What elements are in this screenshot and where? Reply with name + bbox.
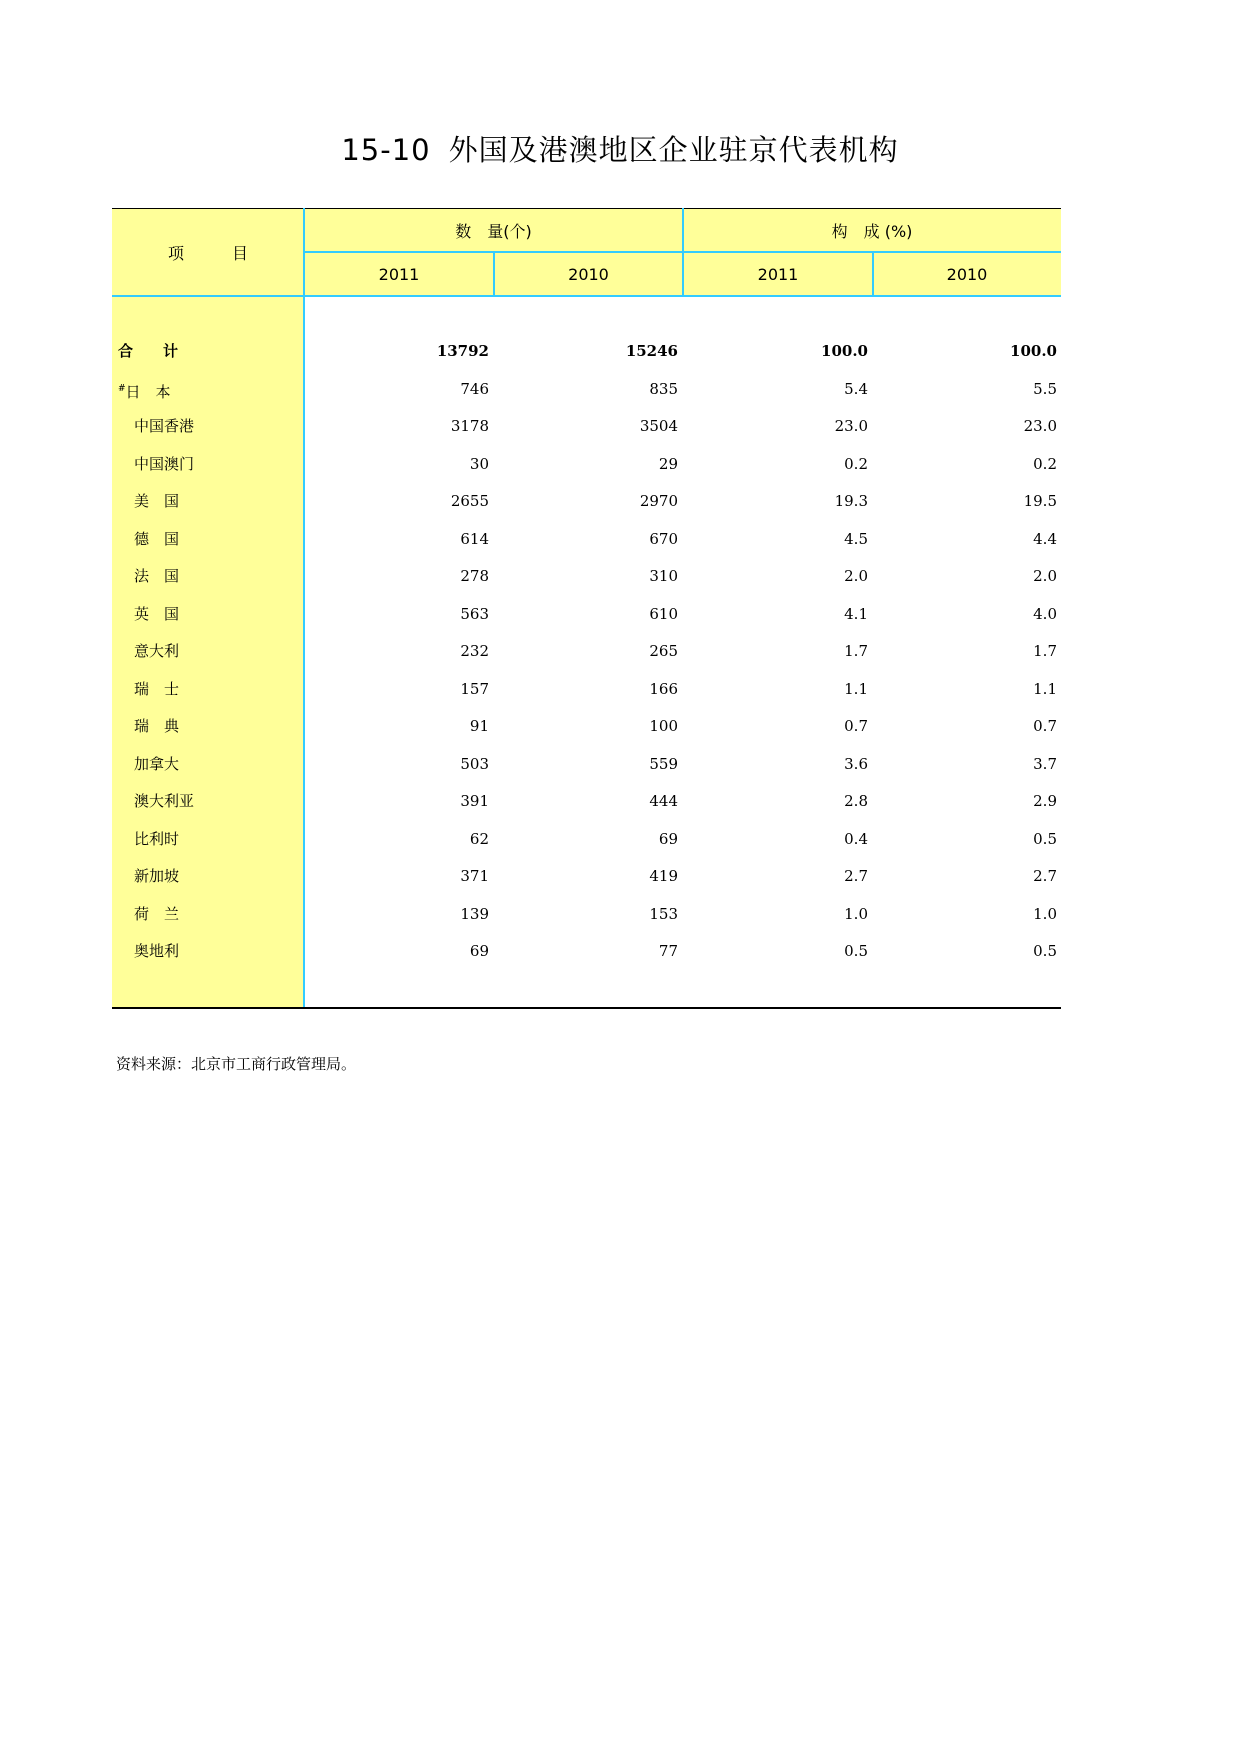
- source-note: 资料来源：北京市工商行政管理局。: [116, 1055, 357, 1073]
- table-row: [112, 858, 1061, 896]
- cell-value: 610: [649, 604, 678, 623]
- cell-value: 23.0: [1023, 417, 1057, 435]
- row-label: 比利时: [134, 829, 180, 848]
- cell-value: 746: [460, 379, 489, 398]
- cell-value: 30: [469, 454, 489, 473]
- table-body: [112, 333, 1061, 971]
- cell-value: 835: [649, 379, 678, 398]
- cell-value: 0.4: [844, 829, 868, 848]
- row-label: 瑞 士: [134, 679, 180, 698]
- table-row-total: [112, 333, 1061, 371]
- cell-value: 100: [649, 717, 678, 735]
- cell-value: 100.0: [1010, 342, 1057, 360]
- cell-value: 69: [658, 829, 678, 848]
- cell-value: 77: [658, 942, 678, 960]
- row-label: [118, 371, 171, 412]
- cell-value: 1.0: [844, 904, 868, 923]
- cell-value: 4.0: [1033, 604, 1057, 623]
- cell-value: 391: [460, 792, 489, 810]
- row-label: 意大利: [134, 642, 180, 660]
- table-row: [112, 746, 1061, 784]
- cell-value: 100.0: [821, 342, 868, 360]
- cell-value: 2.9: [1033, 792, 1057, 810]
- cell-value: 69: [469, 942, 489, 960]
- row-label: 新加坡: [134, 867, 180, 885]
- cell-value: 3504: [639, 417, 678, 435]
- cell-value: 371: [460, 867, 489, 885]
- cell-value: 1.7: [844, 642, 868, 660]
- table-row: [112, 558, 1061, 596]
- table-row: [112, 671, 1061, 709]
- row-label: 合 计: [118, 342, 179, 360]
- cell-value: 1.1: [844, 679, 868, 698]
- cell-value: 19.3: [834, 492, 868, 510]
- cell-value: 559: [649, 754, 678, 773]
- row-label: 中国澳门: [134, 454, 195, 473]
- row-label: 德 国: [134, 529, 180, 548]
- header-year: 2010: [568, 264, 609, 284]
- cell-value: 4.1: [844, 604, 868, 623]
- statistics-table: [112, 208, 1061, 1009]
- header-item: 项 目: [167, 243, 248, 263]
- row-label: 中国香港: [134, 417, 195, 435]
- cell-value: 3.7: [1033, 754, 1057, 773]
- cell-value: 5.4: [844, 379, 868, 398]
- cell-value: 1.7: [1033, 642, 1057, 660]
- cell-value: 2.8: [844, 792, 868, 810]
- cell-value: 2.0: [1033, 567, 1057, 585]
- cell-value: 4.5: [844, 529, 868, 548]
- cell-value: 2.7: [1033, 867, 1057, 885]
- cell-value: 0.7: [1033, 717, 1057, 735]
- table-row: [112, 521, 1061, 559]
- cell-value: 670: [649, 529, 678, 548]
- cell-value: 19.5: [1023, 492, 1057, 510]
- cell-value: 2970: [639, 492, 678, 510]
- cell-value: 0.5: [1033, 942, 1057, 960]
- table-row: [112, 821, 1061, 859]
- cell-value: 0.2: [1033, 454, 1057, 473]
- cell-value: 62: [469, 829, 489, 848]
- row-label: 荷 兰: [134, 904, 180, 923]
- cell-value: 2.0: [844, 567, 868, 585]
- cell-value: 2.7: [844, 867, 868, 885]
- cell-value: 23.0: [834, 417, 868, 435]
- cell-value: 0.2: [844, 454, 868, 473]
- table-title: 外国及港澳地区企业驻京代表机构: [448, 133, 899, 167]
- cell-value: 232: [460, 642, 489, 660]
- cell-value: 0.5: [1033, 829, 1057, 848]
- cell-value: 265: [649, 642, 678, 660]
- cell-value: 1.1: [1033, 679, 1057, 698]
- cell-value: 13792: [436, 342, 489, 360]
- row-label: 法 国: [134, 567, 180, 585]
- cell-value: 278: [460, 567, 489, 585]
- cell-value: 91: [469, 717, 489, 735]
- header-count-group: 数 量(个): [455, 221, 532, 241]
- table-row: [112, 408, 1061, 446]
- row-label: 英 国: [134, 604, 180, 623]
- cell-value: 166: [649, 679, 678, 698]
- header-share-group: 构 成 (%): [831, 221, 913, 241]
- cell-value: 15246: [625, 342, 678, 360]
- cell-value: 503: [460, 754, 489, 773]
- row-label: 美 国: [134, 492, 180, 510]
- cell-value: 29: [658, 454, 678, 473]
- row-label: 瑞 典: [134, 717, 180, 735]
- cell-value: 4.4: [1033, 529, 1057, 548]
- cell-value: 153: [649, 904, 678, 923]
- cell-value: 5.5: [1033, 379, 1057, 398]
- table-row: [112, 633, 1061, 671]
- header-year: 2010: [946, 264, 988, 284]
- cell-value: 3.6: [844, 754, 868, 773]
- row-label-text: 日 本: [125, 382, 171, 401]
- header-year: 2011: [378, 264, 420, 284]
- footnote-marker: #: [118, 383, 126, 394]
- table-number: 15-10: [341, 133, 431, 167]
- table-row: [112, 933, 1061, 971]
- page-title: [0, 128, 1240, 169]
- cell-value: 0.7: [844, 717, 868, 735]
- cell-value: 614: [460, 529, 489, 548]
- cell-value: 310: [649, 567, 678, 585]
- table-row: [112, 446, 1061, 484]
- cell-value: 2655: [450, 492, 489, 510]
- row-label: 加拿大: [134, 754, 180, 773]
- cell-value: 139: [460, 904, 489, 923]
- table-row: [112, 783, 1061, 821]
- row-label: 澳大利亚: [134, 792, 195, 810]
- table-row: [112, 596, 1061, 634]
- table-row: [112, 371, 1061, 409]
- cell-value: 3178: [450, 417, 489, 435]
- cell-value: 563: [460, 604, 489, 623]
- row-label: 奥地利: [134, 942, 180, 960]
- cell-value: 1.0: [1033, 904, 1057, 923]
- table-row: [112, 896, 1061, 934]
- cell-value: 157: [460, 679, 489, 698]
- table-row: [112, 708, 1061, 746]
- table-bottom-rule: [112, 1007, 1061, 1009]
- cell-value: 0.5: [844, 942, 868, 960]
- cell-value: 419: [649, 867, 678, 885]
- table-row: [112, 483, 1061, 521]
- header-year: 2011: [757, 264, 799, 284]
- cell-value: 444: [649, 792, 678, 810]
